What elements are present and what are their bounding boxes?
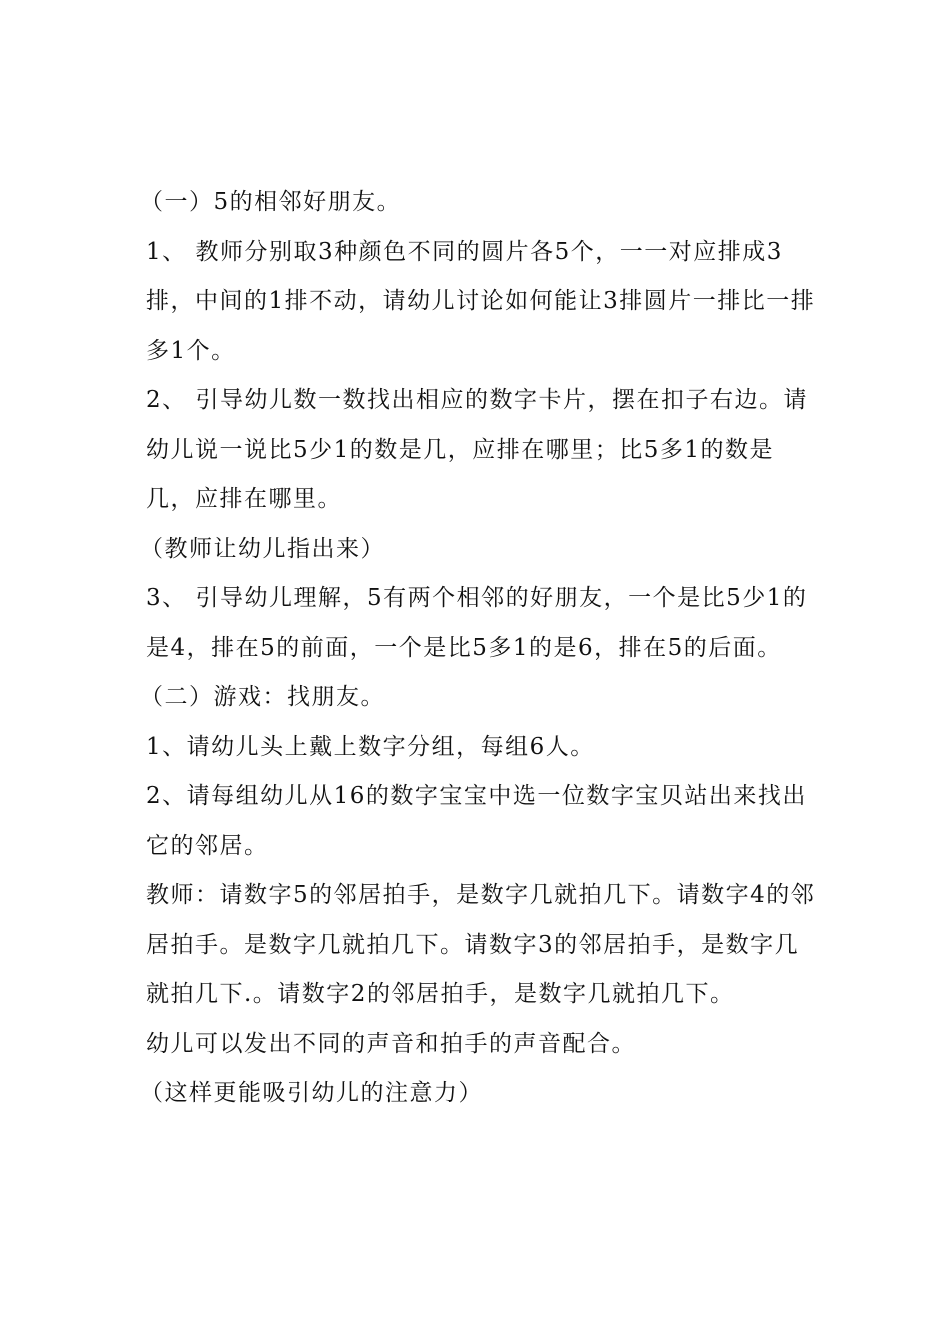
paragraph-step-2: 2、 引导幼儿数一数找出相应的数字卡片，摆在扣子右边。请幼儿说一说比5少1的数是几，应排在哪里；比5多1的数是几，应排在哪里。 xyxy=(146,387,808,512)
document-body xyxy=(140,178,816,1119)
paragraph-children-activity: 幼儿可以发出不同的声音和拍手的声音配合。 xyxy=(146,1030,636,1057)
paragraph-note-1: （教师让幼儿指出来） xyxy=(140,535,385,562)
paragraph-step-1: 1、 教师分别取3种颜色不同的圆片各5个，一一对应排成3排，中间的1排不动，请幼儿讨论如何能让3排圆片一排比一排多1个。 xyxy=(146,238,816,364)
paragraph-teacher-dialogue: 教师：请数字5的邻居拍手，是数字几就拍几下。请数字4的邻居拍手。是数字几就拍几下。请数字3的邻居拍手，是数字几就拍几下.。请数字2的邻居拍手，是数字几就拍几下。 xyxy=(146,882,816,1007)
paragraph-game-step-1: 1、请幼儿头上戴上数字分组，每组6人。 xyxy=(146,733,595,760)
section-heading-1: （一）5的相邻好朋友。 xyxy=(140,189,402,215)
paragraph-game-step-2: 2、请每组幼儿从16的数字宝宝中选一位数字宝贝站出来找出它的邻居。 xyxy=(146,783,807,859)
paragraph-note-2: （这样更能吸引幼儿的注意力） xyxy=(140,1080,483,1106)
section-heading-2: （二）游戏：找朋友。 xyxy=(140,684,385,710)
paragraph-step-3: 3、 引导幼儿理解，5有两个相邻的好朋友，一个是比5少1的是4，排在5的前面，一个是比5多1的是6，排在5的后面。 xyxy=(146,585,808,661)
